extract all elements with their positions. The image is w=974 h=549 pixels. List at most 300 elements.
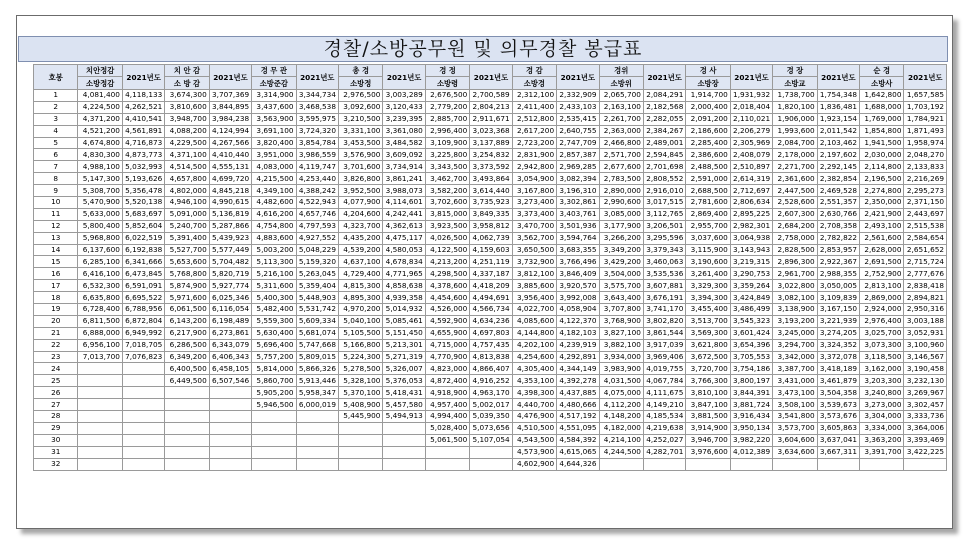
step-cell: 14 (34, 244, 78, 256)
salary-cell: 3,333,736 (904, 411, 947, 423)
salary-cell: 3,393,469 (904, 434, 947, 446)
table-row (34, 363, 947, 375)
column-header (34, 65, 78, 90)
salary-cell: 4,634,236 (470, 315, 512, 327)
salary-cell: 3,605,863 (817, 422, 859, 434)
salary-cell: 5,971,600 (165, 292, 209, 304)
salary-cell: 3,453,500 (338, 137, 382, 149)
salary-cell: 4,229,500 (165, 137, 209, 149)
salary-cell: 1,958,974 (904, 137, 947, 149)
salary-cell: 4,251,119 (470, 256, 512, 268)
salary-cell: 3,003,188 (904, 315, 947, 327)
salary-cell: 6,000,019 (296, 399, 338, 411)
salary-cell: 3,022,800 (773, 280, 817, 292)
salary-cell: 4,392,278 (557, 375, 599, 387)
salary-cell: 3,294,700 (773, 339, 817, 351)
salary-cell: 2,216,269 (904, 173, 947, 185)
salary-cell (165, 387, 209, 399)
salary-cell: 3,576,900 (338, 149, 382, 161)
salary-cell: 4,454,600 (425, 292, 469, 304)
salary-cell: 4,067,784 (643, 375, 685, 387)
salary-cell (78, 434, 122, 446)
salary-cell: 5,002,017 (470, 399, 512, 411)
salary-cell: 5,271,319 (383, 351, 425, 363)
step-cell: 3 (34, 113, 78, 125)
salary-cell (165, 434, 209, 446)
salary-cell: 5,470,900 (78, 197, 122, 209)
salary-cell: 3,562,700 (512, 232, 556, 244)
column-header-line1: 2021년도 (473, 72, 509, 82)
salary-cell: 2,515,538 (904, 220, 947, 232)
salary-cell: 5,113,300 (252, 256, 296, 268)
salary-cell: 5,747,668 (296, 339, 338, 351)
salary-cell: 3,025,700 (860, 327, 904, 339)
step-cell: 29 (34, 422, 78, 434)
salary-cell: 5,445,900 (338, 411, 382, 423)
table-row (34, 149, 947, 161)
step-cell: 25 (34, 375, 78, 387)
salary-cell: 4,580,053 (383, 244, 425, 256)
salary-cell (165, 411, 209, 423)
salary-cell: 3,003,289 (383, 90, 425, 102)
salary-cell: 2,591,000 (686, 173, 730, 185)
salary-cell: 2,305,969 (730, 137, 772, 149)
salary-cell: 3,982,220 (730, 434, 772, 446)
salary-cell: 3,802,820 (643, 315, 685, 327)
column-header (209, 65, 251, 90)
salary-cell: 2,528,600 (773, 197, 817, 209)
salary-cell: 3,273,400 (512, 197, 556, 209)
salary-cell: 3,418,189 (817, 363, 859, 375)
salary-cell: 5,820,719 (209, 268, 251, 280)
salary-cell: 6,343,079 (209, 339, 251, 351)
salary-cell: 2,976,400 (860, 315, 904, 327)
salary-cell (209, 446, 251, 458)
salary-cell: 2,292,145 (817, 161, 859, 173)
salary-cell: 4,204,600 (338, 208, 382, 220)
salary-cell: 3,735,923 (470, 197, 512, 209)
salary-cell: 6,143,200 (165, 315, 209, 327)
column-header (599, 65, 643, 90)
salary-cell: 3,541,800 (773, 411, 817, 423)
salary-cell (122, 387, 164, 399)
table-row (34, 458, 947, 470)
salary-cell: 5,028,400 (425, 422, 469, 434)
salary-cell: 2,924,000 (860, 304, 904, 316)
salary-cell: 3,274,205 (817, 327, 859, 339)
salary-cell: 3,812,100 (512, 268, 556, 280)
salary-cell (122, 375, 164, 387)
salary-cell: 3,203,300 (860, 375, 904, 387)
step-cell: 5 (34, 137, 78, 149)
table-row (34, 197, 947, 209)
salary-cell: 3,429,200 (599, 256, 643, 268)
salary-cell: 4,202,100 (512, 339, 556, 351)
salary-cell (209, 399, 251, 411)
salary-cell: 1,769,000 (860, 113, 904, 125)
salary-cell: 2,261,700 (599, 113, 643, 125)
column-header-line2: 소방정감 (78, 76, 121, 89)
salary-cell: 4,494,691 (470, 292, 512, 304)
salary-cell: 5,014,932 (383, 304, 425, 316)
salary-cell (165, 446, 209, 458)
column-header-line1: 치 안 감 (173, 66, 201, 75)
salary-cell: 3,363,200 (860, 434, 904, 446)
column-header (165, 65, 209, 90)
table-row (34, 399, 947, 411)
salary-cell: 2,777,676 (904, 268, 947, 280)
salary-cell: 6,872,804 (122, 315, 164, 327)
salary-cell: 2,421,900 (860, 208, 904, 220)
salary-cell: 5,193,626 (122, 173, 164, 185)
salary-cell: 3,162,000 (860, 363, 904, 375)
salary-cell: 3,741,170 (643, 304, 685, 316)
salary-cell: 4,219,638 (643, 422, 685, 434)
salary-cell (165, 458, 209, 470)
salary-cell: 3,120,433 (383, 101, 425, 113)
salary-cell: 3,732,900 (512, 256, 556, 268)
salary-cell: 3,569,300 (686, 327, 730, 339)
salary-cell: 3,462,700 (425, 173, 469, 185)
salary-cell: 4,539,200 (338, 244, 382, 256)
salary-cell: 2,206,279 (730, 125, 772, 137)
salary-cell: 5,927,774 (209, 280, 251, 292)
salary-cell: 2,133,833 (904, 161, 947, 173)
salary-cell: 3,634,600 (773, 446, 817, 458)
salary-cell: 6,116,054 (209, 304, 251, 316)
salary-cell: 2,084,291 (643, 90, 685, 102)
salary-cell: 1,820,100 (773, 101, 817, 113)
salary-cell: 4,873,773 (122, 149, 164, 161)
salary-cell: 3,372,078 (817, 351, 859, 363)
salary-cell: 4,637,100 (338, 256, 382, 268)
salary-cell: 2,091,200 (686, 113, 730, 125)
salary-cell: 3,854,784 (296, 137, 338, 149)
table-row (34, 315, 947, 327)
salary-cell: 4,830,300 (78, 149, 122, 161)
salary-cell: 4,085,600 (512, 315, 556, 327)
column-header-line1: 순 경 (873, 66, 891, 75)
salary-cell: 3,621,800 (686, 339, 730, 351)
salary-cell: 5,704,482 (209, 256, 251, 268)
salary-cell: 2,712,697 (730, 185, 772, 197)
salary-cell: 2,813,100 (860, 280, 904, 292)
salary-cell: 5,359,404 (296, 280, 338, 292)
salary-cell: 5,151,450 (383, 327, 425, 339)
salary-cell: 3,504,358 (817, 387, 859, 399)
salary-cell: 3,754,186 (730, 363, 772, 375)
salary-cell (817, 458, 859, 470)
salary-cell: 4,437,885 (557, 387, 599, 399)
salary-cell: 4,182,000 (599, 422, 643, 434)
salary-cell: 3,331,100 (338, 125, 382, 137)
salary-cell: 3,720,700 (686, 363, 730, 375)
salary-cell: 4,797,593 (296, 220, 338, 232)
step-cell: 26 (34, 387, 78, 399)
salary-cell: 6,416,100 (78, 268, 122, 280)
salary-cell: 1,642,800 (860, 90, 904, 102)
column-header-line1: 2021년도 (386, 72, 422, 82)
salary-cell: 3,295,596 (643, 232, 685, 244)
salary-cell: 4,114,601 (383, 197, 425, 209)
salary-cell: 4,239,919 (557, 339, 599, 351)
salary-cell: 3,373,400 (512, 208, 556, 220)
salary-cell: 3,302,457 (904, 399, 947, 411)
salary-cell: 3,861,544 (643, 327, 685, 339)
salary-cell: 7,018,705 (122, 339, 164, 351)
salary-cell: 3,650,500 (512, 244, 556, 256)
salary-cell: 2,828,500 (773, 244, 817, 256)
salary-cell: 4,963,170 (470, 387, 512, 399)
salary-cell: 5,577,449 (209, 244, 251, 256)
salary-cell: 2,048,270 (904, 149, 947, 161)
salary-cell: 3,115,900 (686, 244, 730, 256)
salary-cell: 6,198,489 (209, 315, 251, 327)
salary-cell: 3,460,063 (643, 256, 685, 268)
salary-cell: 3,137,889 (470, 137, 512, 149)
salary-cell: 2,535,415 (557, 113, 599, 125)
salary-cell: 5,400,300 (252, 292, 296, 304)
salary-cell: 2,295,273 (904, 185, 947, 197)
table-row (34, 137, 947, 149)
salary-cell (122, 411, 164, 423)
salary-cell: 5,559,300 (252, 315, 296, 327)
salary-cell: 3,956,400 (512, 292, 556, 304)
salary-cell: 4,715,000 (425, 339, 469, 351)
salary-cell: 3,266,200 (599, 232, 643, 244)
salary-cell: 4,410,440 (209, 149, 251, 161)
salary-cell: 4,185,534 (643, 411, 685, 423)
salary-cell: 2,614,319 (730, 173, 772, 185)
column-header-line1: 경 사 (699, 66, 717, 75)
salary-cell: 4,802,000 (165, 185, 209, 197)
salary-cell: 4,697,803 (470, 327, 512, 339)
salary-cell: 5,860,700 (252, 375, 296, 387)
salary-cell (296, 422, 338, 434)
salary-cell: 4,031,500 (599, 375, 643, 387)
salary-cell: 4,418,209 (470, 280, 512, 292)
salary-cell (643, 458, 685, 470)
salary-cell: 3,064,938 (730, 232, 772, 244)
column-header (296, 65, 338, 90)
salary-cell: 3,364,006 (904, 422, 947, 434)
salary-cell: 4,253,440 (296, 173, 338, 185)
salary-cell: 3,023,368 (470, 125, 512, 137)
salary-cell: 3,302,861 (557, 197, 599, 209)
salary-cell: 2,942,800 (512, 161, 556, 173)
step-cell: 32 (34, 458, 78, 470)
salary-cell: 2,361,600 (773, 173, 817, 185)
salary-cell (383, 422, 425, 434)
salary-cell: 5,287,866 (209, 220, 251, 232)
salary-cell: 4,946,100 (165, 197, 209, 209)
salary-cell: 3,594,764 (557, 232, 599, 244)
salary-cell: 4,410,541 (122, 113, 164, 125)
salary-cell (338, 422, 382, 434)
salary-cell: 2,433,103 (557, 101, 599, 113)
salary-cell: 2,758,000 (773, 232, 817, 244)
salary-cell: 2,469,528 (817, 185, 859, 197)
salary-cell: 6,695,522 (122, 292, 164, 304)
salary-cell (296, 434, 338, 446)
salary-cell: 5,240,700 (165, 220, 209, 232)
salary-cell (252, 446, 296, 458)
salary-cell: 3,473,100 (773, 387, 817, 399)
table-row (34, 411, 947, 423)
salary-cell: 3,245,000 (773, 327, 817, 339)
salary-cell: 4,242,441 (383, 208, 425, 220)
column-header-line1: 치안정감 (86, 66, 115, 75)
salary-cell: 5,048,229 (296, 244, 338, 256)
salary-cell: 2,894,821 (904, 292, 947, 304)
salary-cell: 4,122,500 (425, 244, 469, 256)
salary-cell: 5,278,500 (338, 363, 382, 375)
salary-cell: 6,273,861 (209, 327, 251, 339)
column-header-line2: 소방경 (513, 76, 556, 89)
salary-cell: 6,061,500 (165, 304, 209, 316)
salary-cell: 4,990,615 (209, 197, 251, 209)
salary-cell: 3,484,582 (383, 137, 425, 149)
step-cell: 22 (34, 339, 78, 351)
column-header (904, 65, 947, 90)
salary-cell: 4,282,701 (643, 446, 685, 458)
salary-cell: 2,684,200 (773, 220, 817, 232)
salary-cell: 3,575,700 (599, 280, 643, 292)
salary-cell (78, 387, 122, 399)
salary-cell: 2,110,021 (730, 113, 772, 125)
salary-cell: 3,261,400 (686, 268, 730, 280)
salary-cell: 5,681,074 (296, 327, 338, 339)
salary-cell: 3,849,335 (470, 208, 512, 220)
salary-cell: 4,592,900 (425, 315, 469, 327)
column-header-line2: 소방장 (686, 76, 729, 89)
step-cell: 20 (34, 315, 78, 327)
table-row (34, 256, 947, 268)
column-header-line2: 소방정 (339, 76, 382, 89)
salary-cell: 3,073,300 (860, 339, 904, 351)
column-header-line1: 2021년도 (213, 72, 248, 82)
salary-cell: 1,923,154 (817, 113, 859, 125)
salary-cell (296, 458, 338, 470)
salary-cell: 5,356,478 (122, 185, 164, 197)
salary-cell: 4,353,100 (512, 375, 556, 387)
column-header-line1: 총 경 (352, 66, 369, 75)
salary-cell: 3,437,600 (252, 101, 296, 113)
salary-cell: 3,988,073 (383, 185, 425, 197)
column-header (425, 65, 469, 90)
salary-cell: 4,388,242 (296, 185, 338, 197)
salary-cell: 6,025,346 (209, 292, 251, 304)
salary-cell: 3,920,570 (557, 280, 599, 292)
salary-cell: 2,408,079 (730, 149, 772, 161)
column-header (383, 65, 425, 90)
column-header (773, 65, 817, 90)
salary-cell: 4,895,300 (338, 292, 382, 304)
salary-cell (470, 446, 512, 458)
salary-cell: 5,852,604 (122, 220, 164, 232)
column-header-line1: 2021년도 (734, 72, 769, 82)
salary-cell: 5,946,500 (252, 399, 296, 411)
table-row (34, 185, 947, 197)
salary-cell: 2,493,100 (860, 220, 904, 232)
salary-cell: 2,890,000 (599, 185, 643, 197)
salary-cell: 2,274,800 (860, 185, 904, 197)
salary-cell: 2,677,600 (599, 161, 643, 173)
column-header-line2: 소방위 (600, 76, 643, 89)
salary-cell: 2,000,400 (686, 101, 730, 113)
salary-cell: 2,640,755 (557, 125, 599, 137)
salary-cell: 3,984,238 (209, 113, 251, 125)
table-body (34, 90, 947, 471)
salary-cell: 4,555,131 (209, 161, 251, 173)
salary-cell: 6,406,343 (209, 351, 251, 363)
salary-cell: 4,435,200 (338, 232, 382, 244)
salary-cell: 3,667,311 (817, 446, 859, 458)
salary-cell: 2,916,010 (643, 185, 685, 197)
salary-cell: 3,768,900 (599, 315, 643, 327)
salary-cell: 3,885,600 (512, 280, 556, 292)
column-header-line2: 소방교 (773, 76, 816, 89)
salary-cell (252, 458, 296, 470)
salary-cell: 5,520,138 (122, 197, 164, 209)
salary-cell: 3,387,700 (773, 363, 817, 375)
salary-cell: 3,952,500 (338, 185, 382, 197)
table-row (34, 422, 947, 434)
salary-cell: 3,290,753 (730, 268, 772, 280)
salary-cell (383, 446, 425, 458)
step-cell: 9 (34, 185, 78, 197)
salary-cell (209, 387, 251, 399)
salary-cell: 3,810,100 (686, 387, 730, 399)
salary-cell (122, 363, 164, 375)
salary-cell: 2,961,700 (773, 268, 817, 280)
salary-cell: 6,285,100 (78, 256, 122, 268)
salary-cell: 5,913,446 (296, 375, 338, 387)
salary-cell: 2,617,200 (512, 125, 556, 137)
salary-cell: 6,532,300 (78, 280, 122, 292)
salary-cell: 2,747,709 (557, 137, 599, 149)
salary-cell: 2,988,355 (817, 268, 859, 280)
salary-cell: 5,105,500 (338, 327, 382, 339)
salary-cell: 4,148,200 (599, 411, 643, 423)
salary-cell: 4,994,400 (425, 411, 469, 423)
salary-cell: 5,326,007 (383, 363, 425, 375)
salary-cell: 1,854,800 (860, 125, 904, 137)
salary-cell: 3,486,499 (730, 304, 772, 316)
salary-cell: 6,458,105 (209, 363, 251, 375)
salary-cell: 5,213,301 (383, 339, 425, 351)
table-row (34, 244, 947, 256)
salary-cell: 3,614,440 (470, 185, 512, 197)
salary-cell: 2,896,300 (773, 256, 817, 268)
salary-cell: 4,517,192 (557, 411, 599, 423)
salary-cell: 3,958,812 (470, 220, 512, 232)
salary-cell: 5,061,500 (425, 434, 469, 446)
column-header (730, 65, 772, 90)
salary-cell: 3,539,673 (817, 399, 859, 411)
step-cell: 10 (34, 197, 78, 209)
salary-cell: 4,122,370 (557, 315, 599, 327)
table-row (34, 434, 947, 446)
salary-cell: 3,054,900 (512, 173, 556, 185)
salary-cell (78, 458, 122, 470)
salary-cell: 1,657,585 (904, 90, 947, 102)
salary-cell: 4,213,200 (425, 256, 469, 268)
column-header (78, 65, 122, 90)
salary-cell: 3,573,676 (817, 411, 859, 423)
salary-cell: 5,800,400 (78, 220, 122, 232)
salary-cell: 4,729,400 (338, 268, 382, 280)
